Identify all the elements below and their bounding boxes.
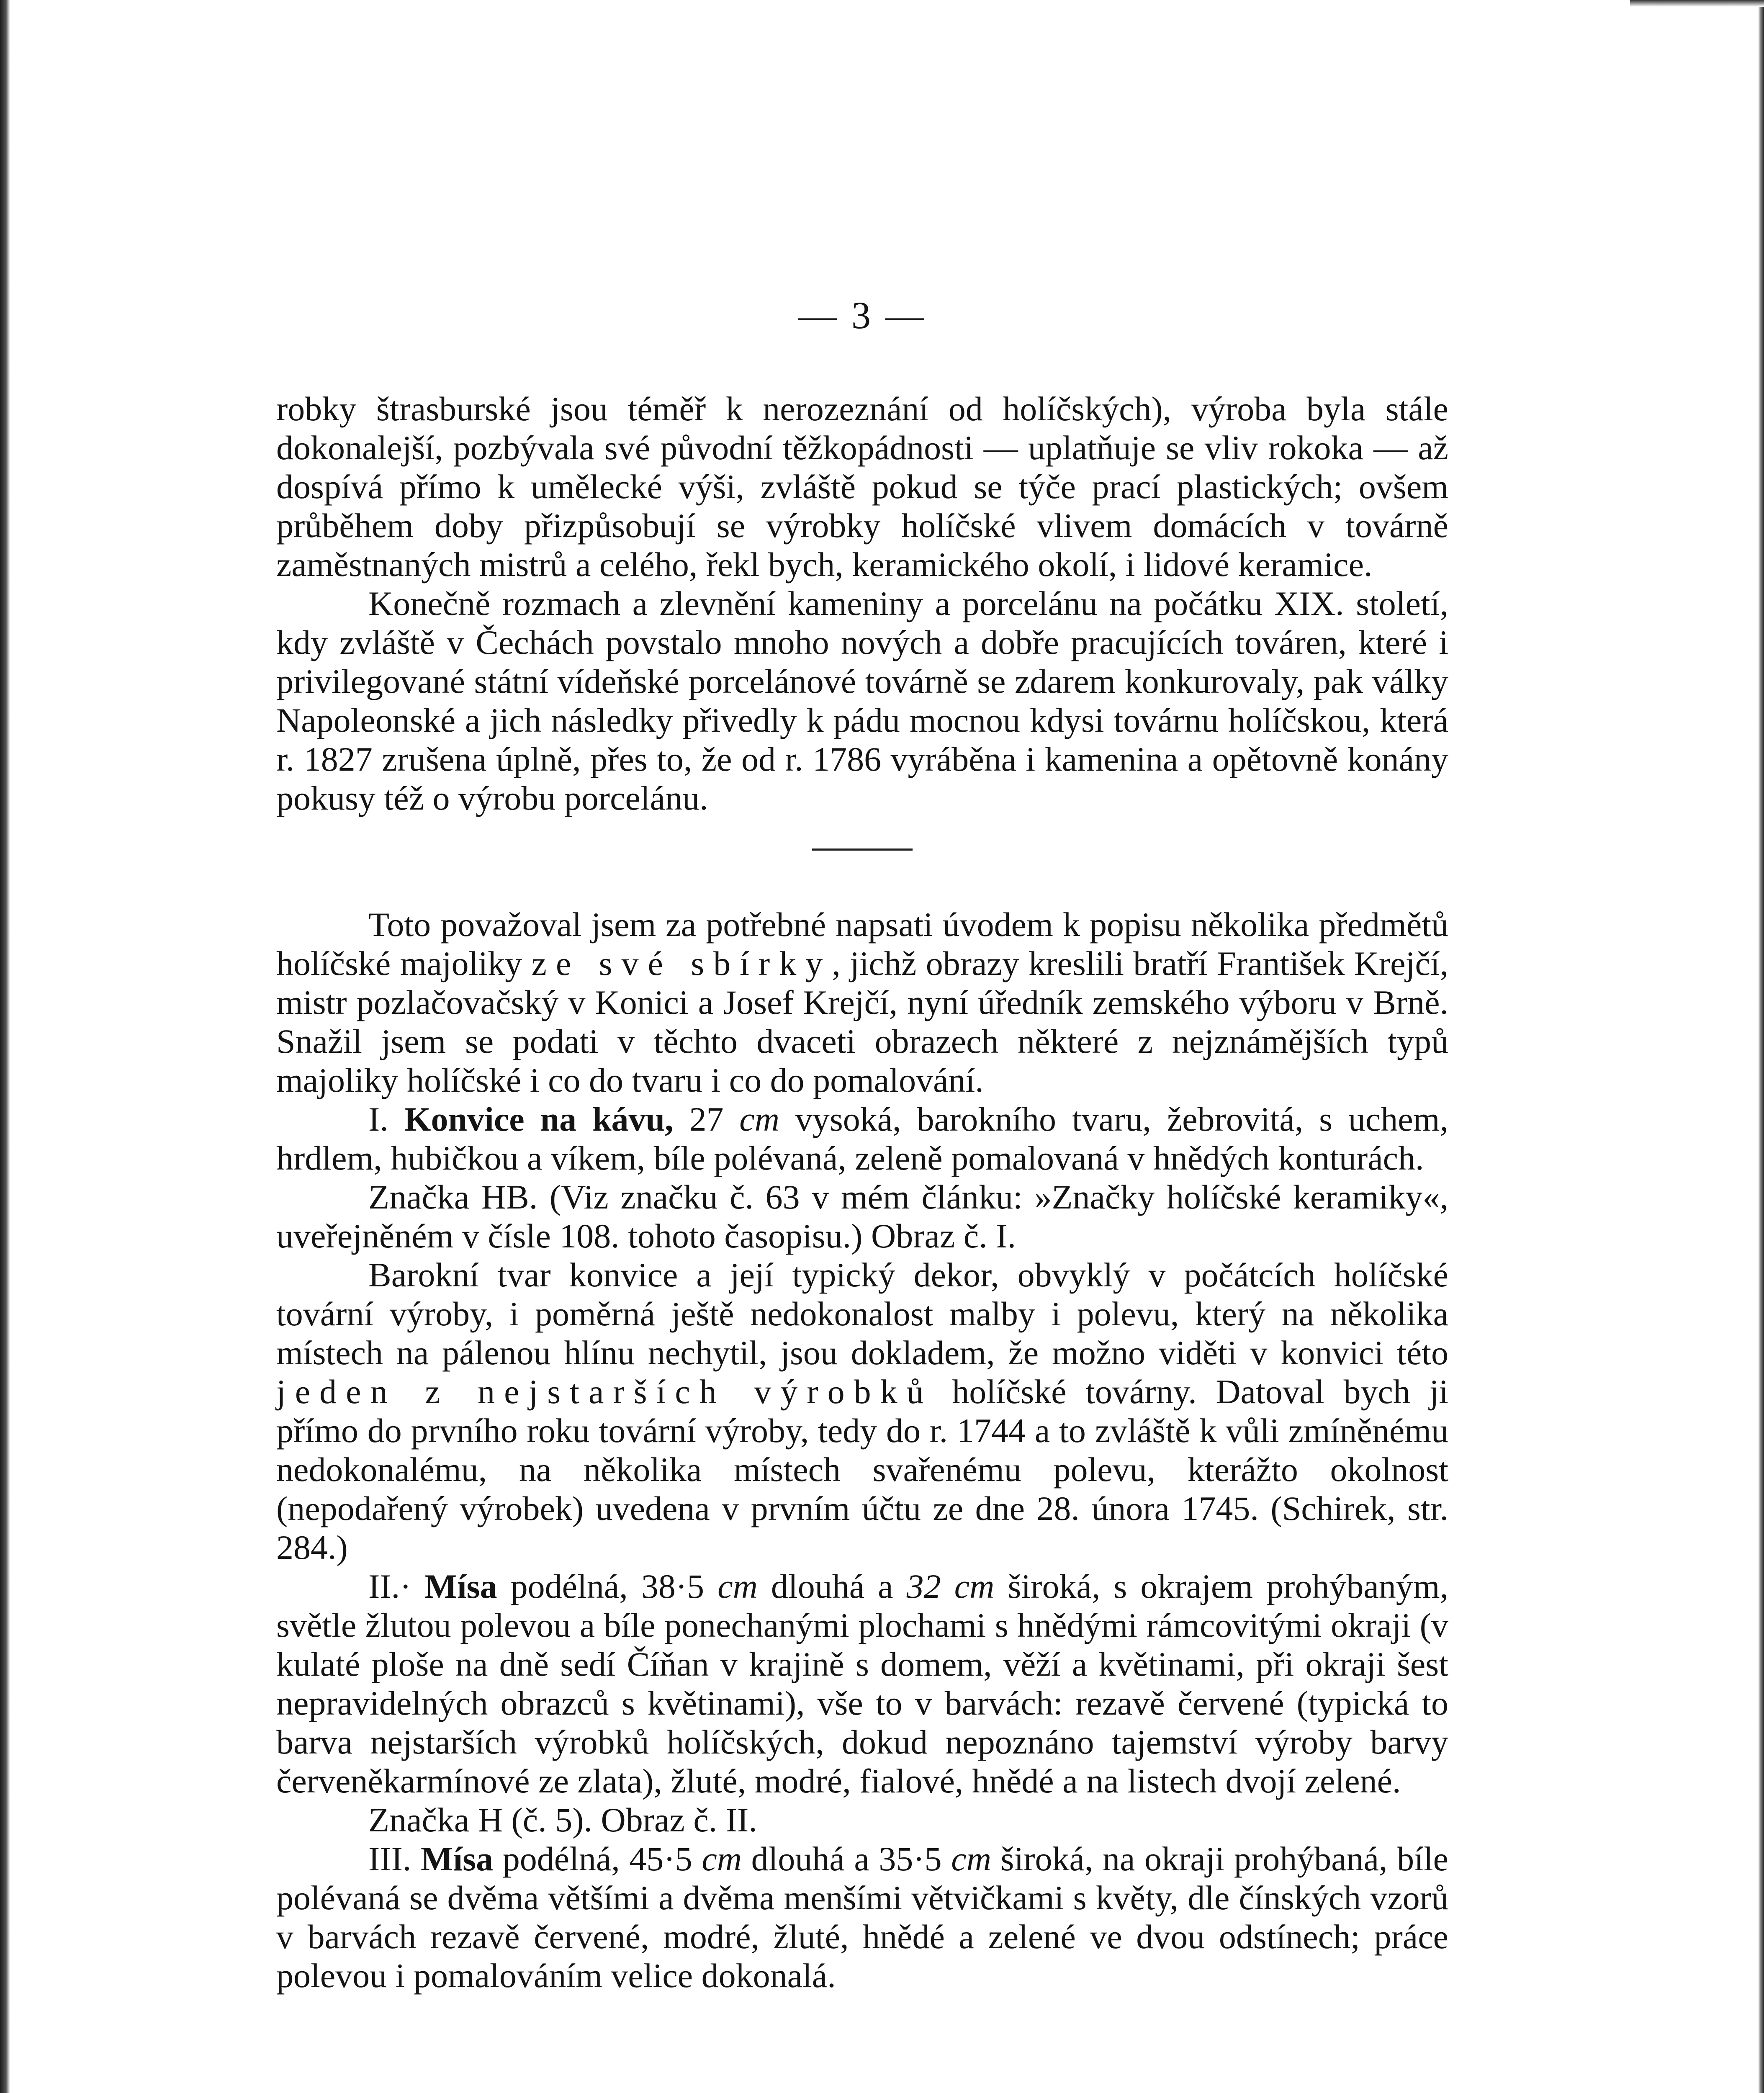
- intro-text-before: Toto považoval jsem za potřebné napsati úvodem k popisu několika předmětů holíčské majoliky: [276, 905, 1448, 982]
- intro-text-after: , jichž obrazy kreslili bratří František Krejčí, mistr pozlačovačský v Konici a Josef Krejčí, nyní úředník zemského výboru v Brně. Snažil jsem se podati v těchto dvaceti obrazech některé z nejznámějších typů majoliky holíčské i co do tvaru i co do pomalování.: [276, 944, 1449, 1099]
- scan-edge-top: [1630, 0, 1764, 7]
- section-divider: [812, 849, 913, 851]
- item-3-desc-c: široká, na okraji prohýbaná, bíle polévaná se dvěma většími a dvěma menšími větvičkami s květy, dle čínských vzorů v barvách rezavě červené, modré, žluté, hnědé a zelené ve dvou odstínech; práce polevou i pomalováním velice dokonalá.: [276, 1840, 1449, 1995]
- page-number: — 3 —: [798, 294, 926, 337]
- item-3-name: Mísa: [421, 1840, 494, 1878]
- item-1-desc: vysoká, barokního tvaru, žebrovitá, s uchem, hrdlem, hubičkou a víkem, bíle polévaná, zeleně pomalovaná v hnědých konturách.: [276, 1100, 1448, 1177]
- item-1-commentary: [276, 1255, 1448, 1567]
- item-2-mark: Značka H (č. 5). Obraz č. II.: [368, 1801, 757, 1839]
- item-2-description: [276, 1567, 1448, 1800]
- item-3-width: 35·5: [879, 1840, 942, 1878]
- item-2-desc-a: podélná,: [510, 1567, 628, 1605]
- item-1-unit: cm: [739, 1100, 780, 1138]
- item-2-name: Mísa: [424, 1567, 497, 1605]
- item-1-name: Konvice na kávu,: [404, 1100, 674, 1138]
- item-1-comment-after: holíčské továrny. Datoval bych ji přímo do prvního roku tovární výroby, tedy do r. 1744 a to zvláště k vůli zmíněnému nedokonalému, na několika místech svařenému polevu, kterážto okolnost (nepodařený výrobek) uvedena v prvním účtu ze dne 28. února 1745. (Schirek, str. 284.): [276, 1373, 1449, 1566]
- item-2-unit-length: cm: [717, 1567, 758, 1605]
- item-3-unit-length: cm: [702, 1840, 742, 1878]
- paragraph-decline: Konečně rozmach a zlevnění kameniny a porcelánu na počátku XIX. století, kdy zvláště v Čechách povstalo mnoho nových a dobře pracujících továren, které i privilegované státní vídeňské porcelánové továrně se zdarem konkurovaly, pak války Napoleonské a jich následky přivedly k pádu mocnou kdysi továrnu holíčskou, která r. 1827 zrušena úplně, přes to, že od r. 1786 vyráběna i kamenina a opětovně konány pokusy též o výrobu porcelánu.: [276, 584, 1448, 817]
- article-body: [276, 389, 1448, 1995]
- item-2-numeral: II.·: [368, 1567, 411, 1605]
- scan-edge-left: [0, 0, 10, 2093]
- paragraph-introduction: [276, 905, 1448, 1100]
- item-3-unit-width: cm: [951, 1840, 991, 1878]
- item-1-description: [276, 1100, 1448, 1178]
- item-2-desc-c: široká, s okrajem prohýbaným, světle žlutou polevou a bíle ponechanými plochami s hnědými rámcovitými okraji (v kulaté ploše na dně sedí Číňan v krajině s domem, věží a květinami, při okraji šest nepravidelných obrazců s květinami), vše to v barvách: rezavě červené (typická to barva nejstarších výrobků holíčských, dokud nepoznáno tajemství výroby barvy červeněkarmínové ze zlata), žluté, modré, fialové, hnědé a na listech dvojí zelené.: [276, 1567, 1449, 1800]
- item-1-height: 27: [689, 1100, 724, 1138]
- item-3-description: [276, 1839, 1448, 1995]
- item-3-desc-a: podélná,: [502, 1840, 620, 1878]
- item-3-numeral: III.: [368, 1840, 411, 1878]
- item-3-length: 45·5: [629, 1840, 692, 1878]
- scan-edge-right: [1758, 0, 1764, 2093]
- item-2-desc-b: dlouhá a: [771, 1567, 893, 1605]
- item-3-desc-b: dlouhá a: [751, 1840, 869, 1878]
- paragraph-continuation: robky štrasburské jsou téměř k nerozeznání od holíčských), výroba byla stále dokonalejší, pozbývala své původní těžkopádnosti — uplatňuje se vliv rokoka — až dospívá přímo k umělecké výši, zvláště pokud se týče prací plastických; ovšem průběhem doby přizpůsobují se výrobky holíčské vlivem domácích v továrně zaměstnaných mistrů a celého, řekl bych, keramického okolí, i lidové keramice.: [276, 390, 1448, 584]
- item-2-length: 38·5: [641, 1567, 705, 1605]
- item-1-comment-spaced: jeden z nejstarších výrobků: [276, 1373, 933, 1411]
- item-2-width: 32: [906, 1567, 941, 1605]
- item-1-numeral: I.: [368, 1100, 388, 1138]
- item-2-unit-width: cm: [954, 1567, 995, 1605]
- item-1-mark: Značka HB. (Viz značku č. 63 v mém článku: »Značky holíčské keramiky«, uveřejněném v čísle 108. tohoto časopisu.) Obraz č. I.: [276, 1178, 1448, 1255]
- intro-spaced-emphasis: ze své sbírky: [531, 944, 832, 982]
- item-1-comment-before: Barokní tvar konvice a její typický dekor, obvyklý v počátcích holíčské tovární výroby, i poměrná ještě nedokonalost malby i polevu, který na několika místech na pálenou hlínu nechytil, jsou dokladem, že možno viděti v konvici této: [276, 1256, 1448, 1372]
